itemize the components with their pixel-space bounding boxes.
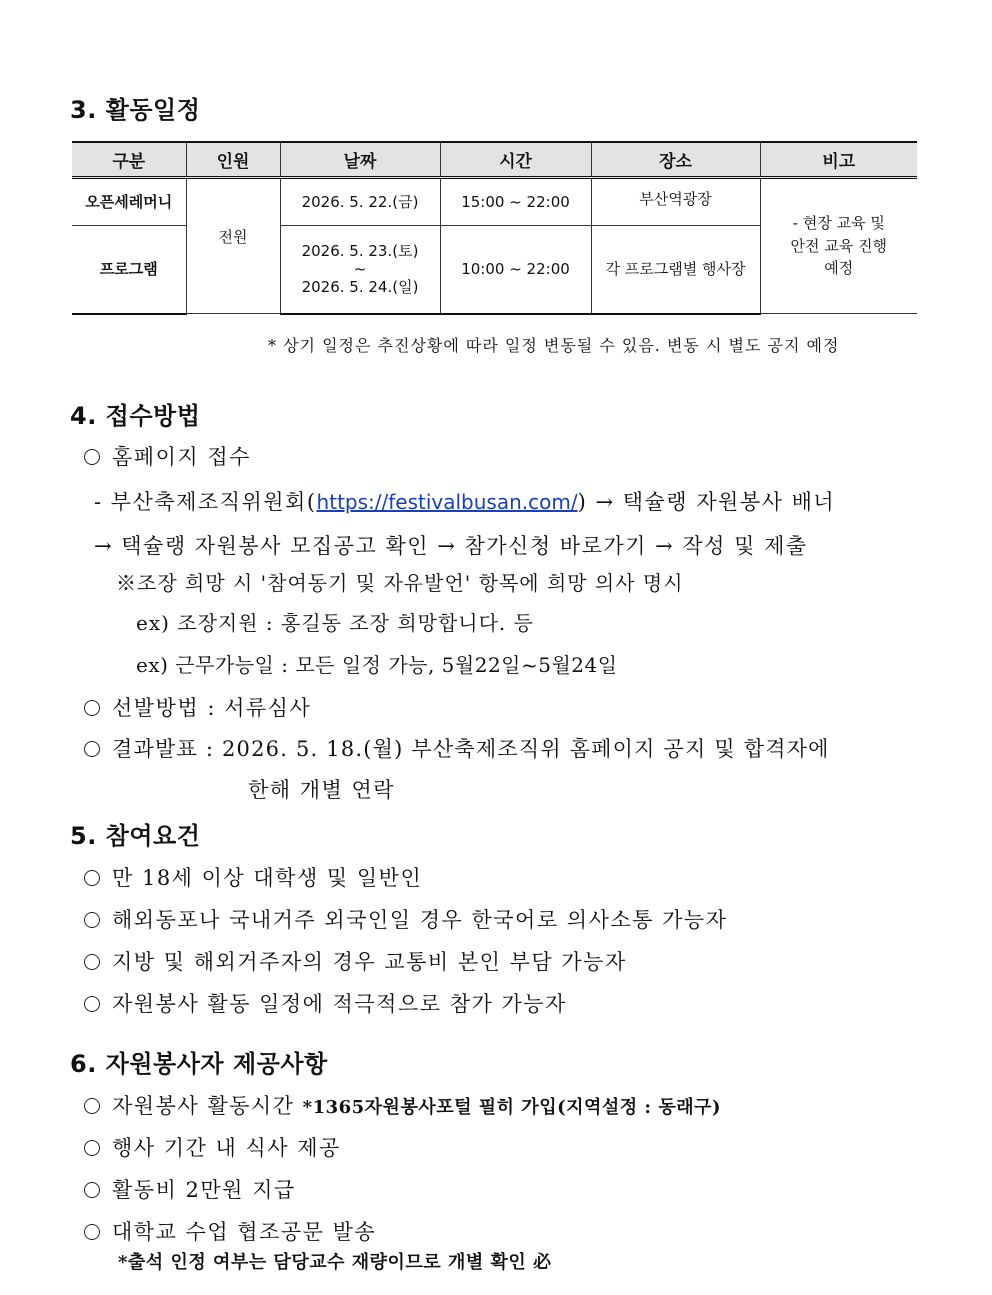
apply-selection	[84, 692, 311, 722]
requirement-item	[84, 904, 728, 934]
benefit-hours-text: 자원봉사 활동시간	[112, 1094, 295, 1118]
apply-homepage	[84, 441, 251, 471]
benefit-letter-text: 대학교 수업 협조공문 발송	[112, 1220, 377, 1244]
route1-suffix: ) → 택슐랭 자원봉사 배너	[577, 490, 836, 514]
benefit-pay	[84, 1174, 296, 1204]
row-time: 15:00 ~ 22:00	[440, 178, 591, 226]
portal-signup-note: *1365자원봉사포털 필히 가입(지역설정 : 동래구)	[302, 1097, 722, 1118]
header-category: 구분	[72, 142, 186, 178]
apply-result	[84, 733, 830, 763]
apply-homepage-text: 홈페이지 접수	[112, 445, 251, 469]
circle-bullet-icon	[84, 870, 100, 886]
benefit-pay-text: 활동비 2만원 지급	[112, 1178, 296, 1202]
date-separator: ~	[353, 259, 367, 278]
personnel-cell	[186, 178, 280, 314]
row-category: 프로그램	[72, 226, 186, 314]
personnel-value: 전원	[218, 228, 248, 247]
selection-text: 선발방법 : 서류심사	[112, 696, 312, 720]
section-title-benefits: 6. 자원봉사자 제공사항	[70, 1050, 328, 1078]
header-date: 날짜	[280, 142, 440, 178]
header-time: 시간	[440, 142, 591, 178]
row-place: 각 프로그램별 행사장	[591, 226, 760, 314]
circle-bullet-icon	[84, 449, 100, 465]
apply-route-2: → 택슐랭 자원봉사 모집공고 확인 → 참가신청 바로가기 → 작성 및 제출	[94, 534, 808, 558]
requirement-text: 지방 및 해외거주자의 경우 교통비 본인 부담 가능자	[112, 950, 627, 974]
schedule-note: * 상기 일정은 추진상황에 따라 일정 변동될 수 있음. 변동 시 별도 공지 예정	[268, 336, 840, 355]
circle-bullet-icon	[84, 996, 100, 1012]
benefit-meal	[84, 1132, 341, 1162]
row-category: 오픈세레머니	[72, 178, 186, 226]
circle-bullet-icon	[84, 1224, 100, 1240]
circle-bullet-icon	[84, 954, 100, 970]
circle-bullet-icon	[84, 1098, 100, 1114]
header-place: 장소	[591, 142, 760, 178]
table-row	[72, 178, 917, 226]
requirement-item	[84, 862, 422, 892]
circle-bullet-icon	[84, 741, 100, 757]
header-remark: 비고	[760, 142, 917, 178]
row-place: 부산역광장	[591, 178, 760, 226]
benefit-letter	[84, 1216, 376, 1246]
section-title-requirements: 5. 참여요건	[70, 822, 201, 850]
festival-busan-link[interactable]: https://festivalbusan.com/	[316, 490, 578, 514]
requirement-item	[84, 988, 567, 1018]
benefit-hours	[84, 1090, 721, 1120]
example-captain: ex) 조장지원 : 홍길동 조장 희망합니다. 등	[136, 611, 534, 635]
remark-line: 예정	[824, 259, 854, 278]
date-end: 2026. 5. 24.(일)	[301, 278, 419, 296]
attendance-note: *출석 인정 여부는 담당교수 재량이므로 개별 확인 必	[118, 1252, 552, 1273]
requirement-text: 해외동포나 국내거주 외국인일 경우 한국어로 의사소통 가능자	[112, 908, 728, 932]
circle-bullet-icon	[84, 1140, 100, 1156]
requirement-item	[84, 946, 627, 976]
requirement-text: 자원봉사 활동 일정에 적극적으로 참가 가능자	[112, 992, 567, 1016]
remark-line: - 현장 교육 및	[792, 214, 885, 233]
table-header-row	[72, 142, 917, 178]
circle-bullet-icon	[84, 912, 100, 928]
example-availability: ex) 근무가능일 : 모든 일정 가능, 5월22일~5월24일	[136, 653, 618, 677]
apply-result-line2: 한해 개별 연락	[248, 778, 396, 802]
route1-prefix: - 부산축제조직위원회(	[94, 490, 317, 514]
row-date: 2026. 5. 22.(금)	[280, 178, 440, 226]
benefit-meal-text: 행사 기간 내 식사 제공	[112, 1136, 341, 1160]
circle-bullet-icon	[84, 1182, 100, 1198]
section-title-schedule: 3. 활동일정	[70, 96, 201, 124]
captain-note: ※조장 희망 시 '참여동기 및 자유발언' 항목에 희망 의사 명시	[116, 571, 684, 595]
section-title-apply: 4. 접수방법	[70, 402, 201, 430]
remark-line: 안전 교육 진행	[790, 236, 887, 255]
schedule-table	[72, 141, 917, 315]
row-date	[280, 226, 440, 314]
remark-cell	[760, 178, 917, 314]
requirement-text: 만 18세 이상 대학생 및 일반인	[112, 866, 423, 890]
result-text-line1: 결과발표 : 2026. 5. 18.(월) 부산축제조직위 홈페이지 공지 및 합격자에	[112, 737, 830, 761]
row-time: 10:00 ~ 22:00	[440, 226, 591, 314]
circle-bullet-icon	[84, 700, 100, 716]
apply-route-1	[94, 486, 835, 516]
date-start: 2026. 5. 23.(토)	[301, 242, 419, 260]
header-personnel: 인원	[186, 142, 280, 178]
